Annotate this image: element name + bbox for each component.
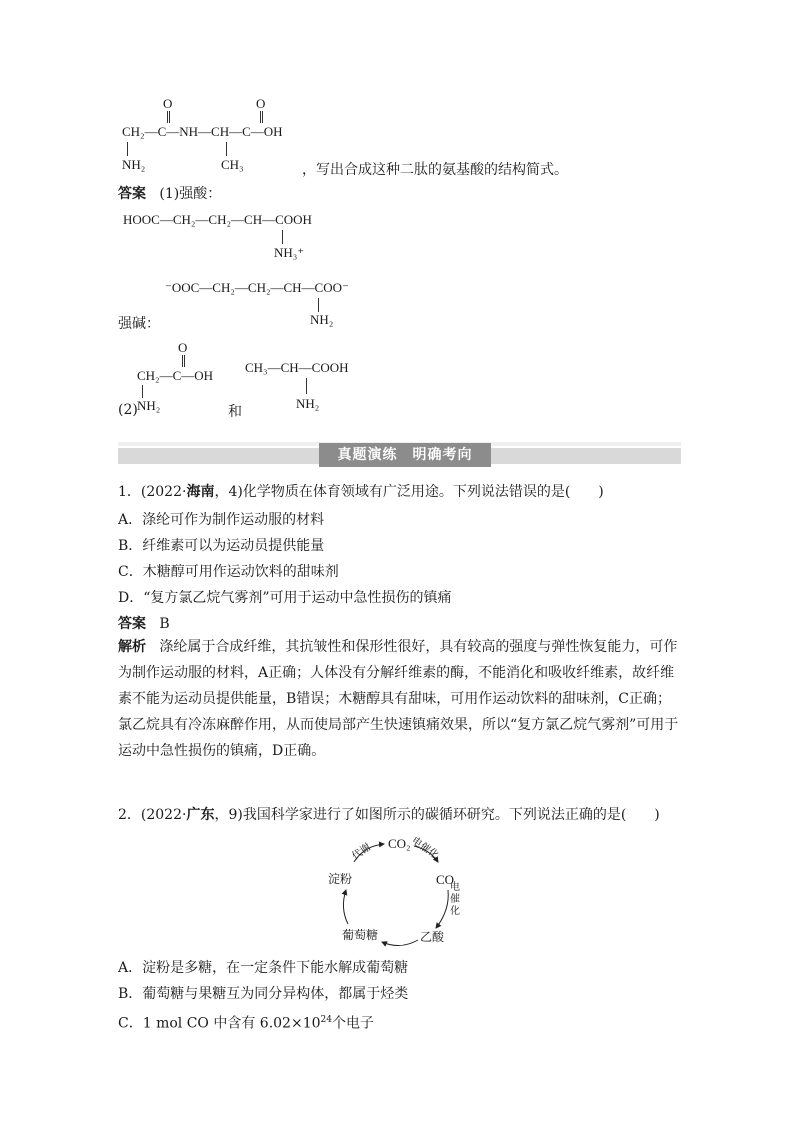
arrow-glucose-to-starch (343, 890, 348, 924)
glycine-main: CH₂—C—OH (137, 368, 214, 383)
double-bond-2 (260, 111, 261, 123)
q1-option-b: B．纤维素可以为运动员提供能量 (118, 538, 325, 554)
glycine-double-bond-b (184, 355, 185, 367)
q1-stem-prefix: 1．(2022· (118, 484, 187, 500)
label-electrocat-top: 电催化 (409, 835, 441, 862)
glycine-carbonyl-o: O (178, 340, 188, 355)
answer-heading (118, 184, 221, 204)
q2-option-a: A．淀粉是多糖，在一定条件下能水解成葡萄糖 (118, 960, 409, 976)
answer-label: 答案 (118, 186, 146, 202)
node-co: CO (436, 872, 455, 887)
double-bond-2b (262, 111, 263, 123)
q2-stem-rest: ，9)我国科学家进行了如图所示的碳循环研究。下列说法正确的是( ) (214, 807, 660, 823)
part2-label: (2) (118, 402, 138, 418)
carbonyl-o-2: O (256, 96, 266, 111)
glycine-nh2: NH₂ (137, 398, 161, 413)
q1-answer-value: B (159, 616, 170, 632)
node-starch: 淀粉 (328, 872, 353, 886)
q1-stem (118, 482, 604, 502)
q1-stem-region: 海南 (186, 484, 215, 500)
bond-ch3 (226, 142, 227, 156)
q2-option-b: B．葡萄糖与果糖互为同分异构体，都属于烃类 (118, 986, 409, 1002)
node-glucose: 葡萄糖 (342, 928, 379, 942)
q2-option-c-suffix: 个电子 (331, 1015, 374, 1032)
double-bond-1 (167, 111, 168, 123)
and-label: 和 (228, 404, 242, 420)
q1-option-c: C．木糖醇可用作运动饮料的甜味剂 (118, 564, 339, 580)
glycine-double-bond (182, 355, 183, 367)
bond-base-nh2 (318, 298, 319, 312)
base-label: 强碱： (118, 316, 160, 332)
node-co2: CO₂ (388, 836, 411, 851)
q2-option-c-exponent: 24 (320, 1015, 332, 1025)
q2-option-c (118, 1010, 374, 1034)
q2-stem-prefix: 2．(2022· (118, 807, 187, 823)
q1-option-d: D．“复方氯乙烷气雾剂”可用于运动中急性损伤的镇痛 (118, 590, 452, 606)
q1-analysis-text: 涤纶属于合成纤维，其抗皱性和保形性很好，具有较高的强度与弹性恢复能力，可作为制作运动服的材料，A正确；人体没有分解纤维素的酶，不能消化和吸收纤维素，故纤维素不能为运动员提供能量，B错误；木糖醇具有甜味，可用作运动饮料的甜味剂，C正确；氯乙烷具有冷冻麻醉作用，从而使局部产生快速镇痛效果，所以“复方氯乙烷气雾剂”可用于运动中急性损伤的镇痛，D正确。 (118, 639, 679, 759)
arrow-acetic-to-glucose (382, 940, 418, 946)
question-tail-text: ，写出合成这种二肽的氨基酸的结构简式。 (302, 162, 568, 178)
bond-nh2 (127, 142, 128, 156)
base-form-nh2: NH₂ (310, 312, 334, 327)
q1-analysis (118, 634, 684, 764)
part1-label: (1)强酸： (159, 186, 222, 202)
glycine-bond-nh2 (142, 385, 143, 398)
q1-stem-rest: ，4)化学物质在体育领域有广泛用途。下列说法错误的是( ) (214, 484, 604, 500)
banner-title: 真题演练 明确考向 (319, 443, 491, 467)
label-electrocat-right: 电催化 (450, 882, 460, 917)
q2-stem (118, 805, 660, 825)
node-acetic-acid: 乙酸 (420, 930, 445, 944)
section-banner (118, 442, 681, 468)
alanine-bond-nh2 (306, 378, 307, 394)
q1-answer (118, 614, 170, 634)
alanine-nh2: NH₂ (296, 396, 320, 411)
label-metabolism: 代谢 (350, 841, 373, 863)
q1-analysis-label: 解析 (118, 639, 146, 655)
dipeptide-main-chain: CH₂—C—NH—CH—C—OH (122, 124, 283, 139)
acid-form-nh3: NH₃⁺ (274, 245, 305, 260)
q2-stem-region: 广东 (186, 807, 215, 823)
carbon-cycle-diagram (326, 832, 476, 950)
arrow-co-to-acetic (436, 890, 448, 928)
carbonyl-o-1: O (163, 96, 173, 111)
bond-acid-nh3 (282, 230, 283, 244)
base-form-main: ⁻OOC—CH₂—CH₂—CH—COO⁻ (165, 280, 349, 295)
q1-answer-label: 答案 (118, 616, 146, 632)
alanine-main: CH₃—CH—COOH (245, 360, 349, 375)
acid-form-main: HOOC—CH₂—CH₂—CH—COOH (123, 212, 312, 227)
q2-option-c-prefix: C．1 mol CO 中含有 6.02×10 (118, 1015, 321, 1032)
dipeptide-ch3: CH₃ (221, 157, 244, 172)
double-bond-1b (169, 111, 170, 123)
q1-option-a: A．涤纶可作为制作运动服的材料 (118, 512, 325, 528)
dipeptide-nh2: NH₂ (122, 157, 146, 172)
